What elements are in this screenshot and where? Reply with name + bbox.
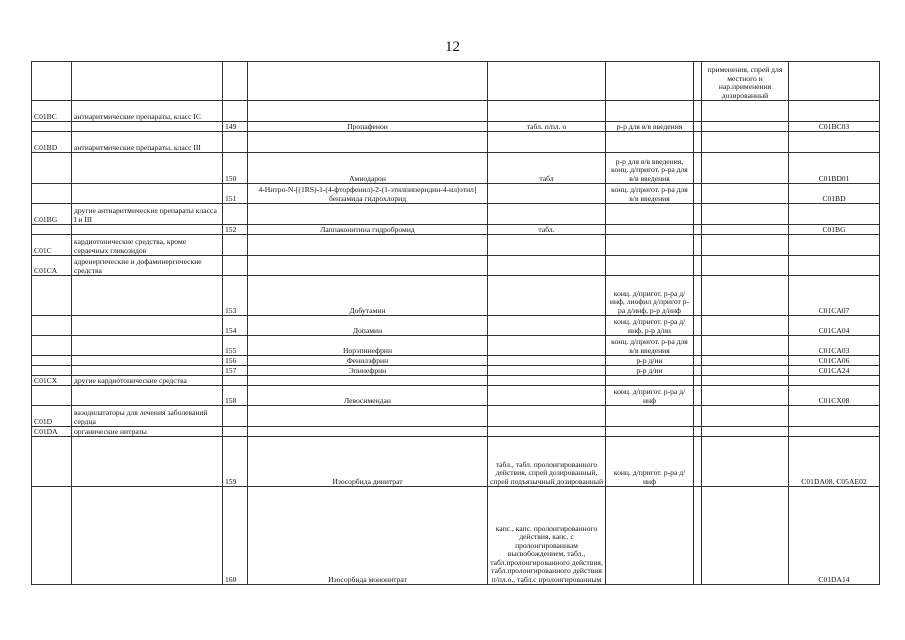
additional-form-cell — [702, 316, 789, 336]
atc-group-code-cell — [32, 62, 72, 101]
drug-name-cell: Добутамин — [248, 276, 488, 316]
atc-group-code-cell: C01D — [32, 406, 72, 427]
drug-name-cell: Допамин — [248, 316, 488, 336]
table-row — [32, 101, 880, 122]
atc-code-cell: C01CA03 — [789, 336, 880, 356]
table-row — [32, 437, 880, 487]
narrow-empty-cell — [694, 437, 702, 487]
injection-form-cell — [606, 235, 694, 256]
group-description-cell: адренергические и дофаминергические средства — [72, 256, 223, 276]
atc-group-code-cell — [32, 122, 72, 132]
group-description-cell: органические нитраты — [72, 427, 223, 437]
drug-name-cell: Изосорбида динитрат — [248, 437, 488, 487]
dosage-form-cell — [488, 366, 606, 376]
atc-group-code-cell — [32, 225, 72, 235]
group-description-cell — [72, 184, 223, 204]
drug-name-cell — [248, 376, 488, 386]
item-number-cell: 156 — [223, 356, 248, 366]
atc-code-cell: C01BD — [789, 184, 880, 204]
additional-form-cell — [702, 235, 789, 256]
additional-form-cell — [702, 376, 789, 386]
additional-form-cell: применения, спрей для местного и нар.применения дозированный — [702, 62, 789, 101]
table-row — [32, 356, 880, 366]
atc-group-code-cell — [32, 437, 72, 487]
dosage-form-cell — [488, 386, 606, 406]
narrow-empty-cell — [694, 427, 702, 437]
atc-group-code-cell — [32, 366, 72, 376]
atc-group-code-cell: C01BD — [32, 132, 72, 153]
table-row — [32, 316, 880, 336]
group-description-cell — [72, 62, 223, 101]
dosage-form-cell: табл. п/пл. о — [488, 122, 606, 132]
drug-name-cell: Изосорбида мононитрат — [248, 487, 488, 585]
narrow-empty-cell — [694, 132, 702, 153]
item-number-cell: 160 — [223, 487, 248, 585]
narrow-empty-cell — [694, 153, 702, 184]
atc-code-cell: C01BD01 — [789, 153, 880, 184]
group-description-cell — [72, 487, 223, 585]
injection-form-cell: конц. д/пригот. р-ра д/инф — [606, 386, 694, 406]
drug-registry-table — [31, 61, 880, 585]
table-row — [32, 122, 880, 132]
group-description-cell — [72, 356, 223, 366]
group-description-cell: антиаритмические препараты, класс IC — [72, 101, 223, 122]
item-number-cell: 153 — [223, 276, 248, 316]
dosage-form-cell: капс., капс. пролонгированного действия, капс. с пролонгированным высвобождением, табл., табл.пролонгированного действия, табл.пролонгированного действия п/пл.о., табл.с пролонгированным — [488, 487, 606, 585]
atc-group-code-cell — [32, 276, 72, 316]
drug-name-cell: Эпинефрин — [248, 366, 488, 376]
injection-form-cell: р-р для в/в введения — [606, 122, 694, 132]
table-row — [32, 406, 880, 427]
additional-form-cell — [702, 406, 789, 427]
additional-form-cell — [702, 336, 789, 356]
drug-name-cell — [248, 427, 488, 437]
item-number-cell: 159 — [223, 437, 248, 487]
injection-form-cell — [606, 487, 694, 585]
dosage-form-cell — [488, 427, 606, 437]
table-row — [32, 276, 880, 316]
additional-form-cell — [702, 225, 789, 235]
group-description-cell — [72, 366, 223, 376]
group-description-cell — [72, 225, 223, 235]
item-number-cell — [223, 101, 248, 122]
atc-code-cell — [789, 62, 880, 101]
group-description-cell: вазодилататоры для лечения заболеваний сердца — [72, 406, 223, 427]
table-row — [32, 427, 880, 437]
atc-code-cell — [789, 406, 880, 427]
item-number-cell — [223, 204, 248, 225]
drug-name-cell: Лаппаконитина гидробромид — [248, 225, 488, 235]
narrow-empty-cell — [694, 366, 702, 376]
table-row — [32, 132, 880, 153]
atc-code-cell: C01CA24 — [789, 366, 880, 376]
narrow-empty-cell — [694, 406, 702, 427]
additional-form-cell — [702, 427, 789, 437]
narrow-empty-cell — [694, 122, 702, 132]
drug-name-cell: Левосимендан — [248, 386, 488, 406]
additional-form-cell — [702, 101, 789, 122]
additional-form-cell — [702, 184, 789, 204]
dosage-form-cell: табл — [488, 153, 606, 184]
dosage-form-cell — [488, 101, 606, 122]
atc-code-cell — [789, 376, 880, 386]
atc-group-code-cell — [32, 336, 72, 356]
item-number-cell — [223, 406, 248, 427]
injection-form-cell: р-р д/ин — [606, 366, 694, 376]
narrow-empty-cell — [694, 184, 702, 204]
injection-form-cell — [606, 101, 694, 122]
dosage-form-cell — [488, 376, 606, 386]
atc-group-code-cell: C01BC — [32, 101, 72, 122]
narrow-empty-cell — [694, 386, 702, 406]
injection-form-cell — [606, 204, 694, 225]
atc-group-code-cell: C01DA — [32, 427, 72, 437]
dosage-form-cell — [488, 336, 606, 356]
additional-form-cell — [702, 204, 789, 225]
atc-group-code-cell: C01CA — [32, 256, 72, 276]
narrow-empty-cell — [694, 316, 702, 336]
table-row — [32, 336, 880, 356]
additional-form-cell — [702, 153, 789, 184]
narrow-empty-cell — [694, 276, 702, 316]
item-number-cell: 151 — [223, 184, 248, 204]
item-number-cell: 149 — [223, 122, 248, 132]
narrow-empty-cell — [694, 204, 702, 225]
atc-group-code-cell: C01C — [32, 235, 72, 256]
atc-group-code-cell — [32, 184, 72, 204]
additional-form-cell — [702, 132, 789, 153]
dosage-form-cell — [488, 235, 606, 256]
drug-name-cell: Норэпинефрин — [248, 336, 488, 356]
item-number-cell: 158 — [223, 386, 248, 406]
narrow-empty-cell — [694, 225, 702, 235]
injection-form-cell — [606, 62, 694, 101]
table-row — [32, 184, 880, 204]
injection-form-cell: конц. д/пригот. р-ра д/инф — [606, 437, 694, 487]
atc-code-cell — [789, 256, 880, 276]
narrow-empty-cell — [694, 336, 702, 356]
drug-name-cell — [248, 62, 488, 101]
narrow-empty-cell — [694, 356, 702, 366]
injection-form-cell — [606, 132, 694, 153]
item-number-cell: 157 — [223, 366, 248, 376]
table-row — [32, 153, 880, 184]
atc-code-cell: C01CX08 — [789, 386, 880, 406]
table-row — [32, 225, 880, 235]
item-number-cell: 152 — [223, 225, 248, 235]
injection-form-cell — [606, 406, 694, 427]
injection-form-cell: конц. д/пригот. р-ра д/инф, р-р д/ин — [606, 316, 694, 336]
drug-name-cell: Пропафенон — [248, 122, 488, 132]
item-number-cell — [223, 376, 248, 386]
atc-code-cell: C01DA08, C05AE02 — [789, 437, 880, 487]
narrow-empty-cell — [694, 256, 702, 276]
injection-form-cell: конц. д/пригот. р-ра д/инф, лиофил д/пригот р-ра д/инф, р-р д/инф — [606, 276, 694, 316]
dosage-form-cell — [488, 184, 606, 204]
table-row — [32, 256, 880, 276]
additional-form-cell — [702, 386, 789, 406]
drug-name-cell: 4-Нитро-N-[(1RS)-1-(4-фторфенил)-2-(1-этилпиперидин-4-ил)этил] бензамида гидрохлорид — [248, 184, 488, 204]
narrow-empty-cell — [694, 235, 702, 256]
narrow-empty-cell — [694, 62, 702, 101]
dosage-form-cell — [488, 276, 606, 316]
dosage-form-cell: табл. — [488, 225, 606, 235]
group-description-cell — [72, 153, 223, 184]
atc-code-cell: C01DA14 — [789, 487, 880, 585]
group-description-cell — [72, 437, 223, 487]
additional-form-cell — [702, 256, 789, 276]
atc-code-cell — [789, 132, 880, 153]
atc-group-code-cell — [32, 356, 72, 366]
drug-name-cell — [248, 101, 488, 122]
injection-form-cell: конц. д/пригот. р-ра для в/в введения — [606, 336, 694, 356]
atc-code-cell: C01CA06 — [789, 356, 880, 366]
atc-group-code-cell — [32, 316, 72, 336]
dosage-form-cell — [488, 356, 606, 366]
group-description-cell — [72, 386, 223, 406]
item-number-cell: 155 — [223, 336, 248, 356]
item-number-cell — [223, 62, 248, 101]
atc-code-cell: C01BC03 — [789, 122, 880, 132]
dosage-form-cell — [488, 132, 606, 153]
additional-form-cell — [702, 276, 789, 316]
group-description-cell — [72, 276, 223, 316]
dosage-form-cell — [488, 316, 606, 336]
item-number-cell — [223, 256, 248, 276]
group-description-cell: кардиотонические средства, кроме сердечных гликозидов — [72, 235, 223, 256]
page-number: 12 — [445, 39, 460, 55]
injection-form-cell — [606, 427, 694, 437]
atc-code-cell: C01CA07 — [789, 276, 880, 316]
atc-code-cell — [789, 427, 880, 437]
item-number-cell: 150 — [223, 153, 248, 184]
dosage-form-cell: табл., табл. пролонгированного действия, спрей дозированный, спрей подъязычный дозированный — [488, 437, 606, 487]
atc-code-cell: C01CA04 — [789, 316, 880, 336]
atc-code-cell — [789, 101, 880, 122]
table-row — [32, 376, 880, 386]
item-number-cell — [223, 235, 248, 256]
additional-form-cell — [702, 356, 789, 366]
atc-code-cell — [789, 235, 880, 256]
drug-name-cell — [248, 235, 488, 256]
dosage-form-cell — [488, 204, 606, 225]
injection-form-cell — [606, 376, 694, 386]
additional-form-cell — [702, 122, 789, 132]
injection-form-cell — [606, 225, 694, 235]
atc-group-code-cell: C01CX — [32, 376, 72, 386]
additional-form-cell — [702, 437, 789, 487]
item-number-cell — [223, 427, 248, 437]
injection-form-cell: р-р д/ин — [606, 356, 694, 366]
table-row — [32, 235, 880, 256]
drug-name-cell — [248, 406, 488, 427]
item-number-cell — [223, 132, 248, 153]
drug-name-cell: Амиодарон — [248, 153, 488, 184]
table-row — [32, 204, 880, 225]
table-row — [32, 62, 880, 101]
dosage-form-cell — [488, 406, 606, 427]
atc-code-cell: C01BG — [789, 225, 880, 235]
dosage-form-cell — [488, 256, 606, 276]
atc-group-code-cell — [32, 487, 72, 585]
drug-name-cell: Фенилэфрин — [248, 356, 488, 366]
additional-form-cell — [702, 487, 789, 585]
table-row — [32, 386, 880, 406]
drug-name-cell — [248, 256, 488, 276]
group-description-cell — [72, 122, 223, 132]
group-description-cell: другие кардиотонические средства — [72, 376, 223, 386]
group-description-cell: антиаритмические препараты, класс III — [72, 132, 223, 153]
dosage-form-cell — [488, 62, 606, 101]
atc-group-code-cell: C01BG — [32, 204, 72, 225]
injection-form-cell — [606, 256, 694, 276]
group-description-cell: другие антиаритмические препараты класса I и III — [72, 204, 223, 225]
drug-name-cell — [248, 204, 488, 225]
table-row — [32, 487, 880, 585]
table-row — [32, 366, 880, 376]
narrow-empty-cell — [694, 376, 702, 386]
group-description-cell — [72, 316, 223, 336]
atc-group-code-cell — [32, 153, 72, 184]
additional-form-cell — [702, 366, 789, 376]
item-number-cell: 154 — [223, 316, 248, 336]
narrow-empty-cell — [694, 101, 702, 122]
atc-group-code-cell — [32, 386, 72, 406]
drug-name-cell — [248, 132, 488, 153]
injection-form-cell: конц. д/пригот. р-ра для в/в введения — [606, 184, 694, 204]
injection-form-cell: р-р для в/в введения, конц. д/пригот. р-ра для в/в введения — [606, 153, 694, 184]
atc-code-cell — [789, 204, 880, 225]
group-description-cell — [72, 336, 223, 356]
narrow-empty-cell — [694, 487, 702, 585]
